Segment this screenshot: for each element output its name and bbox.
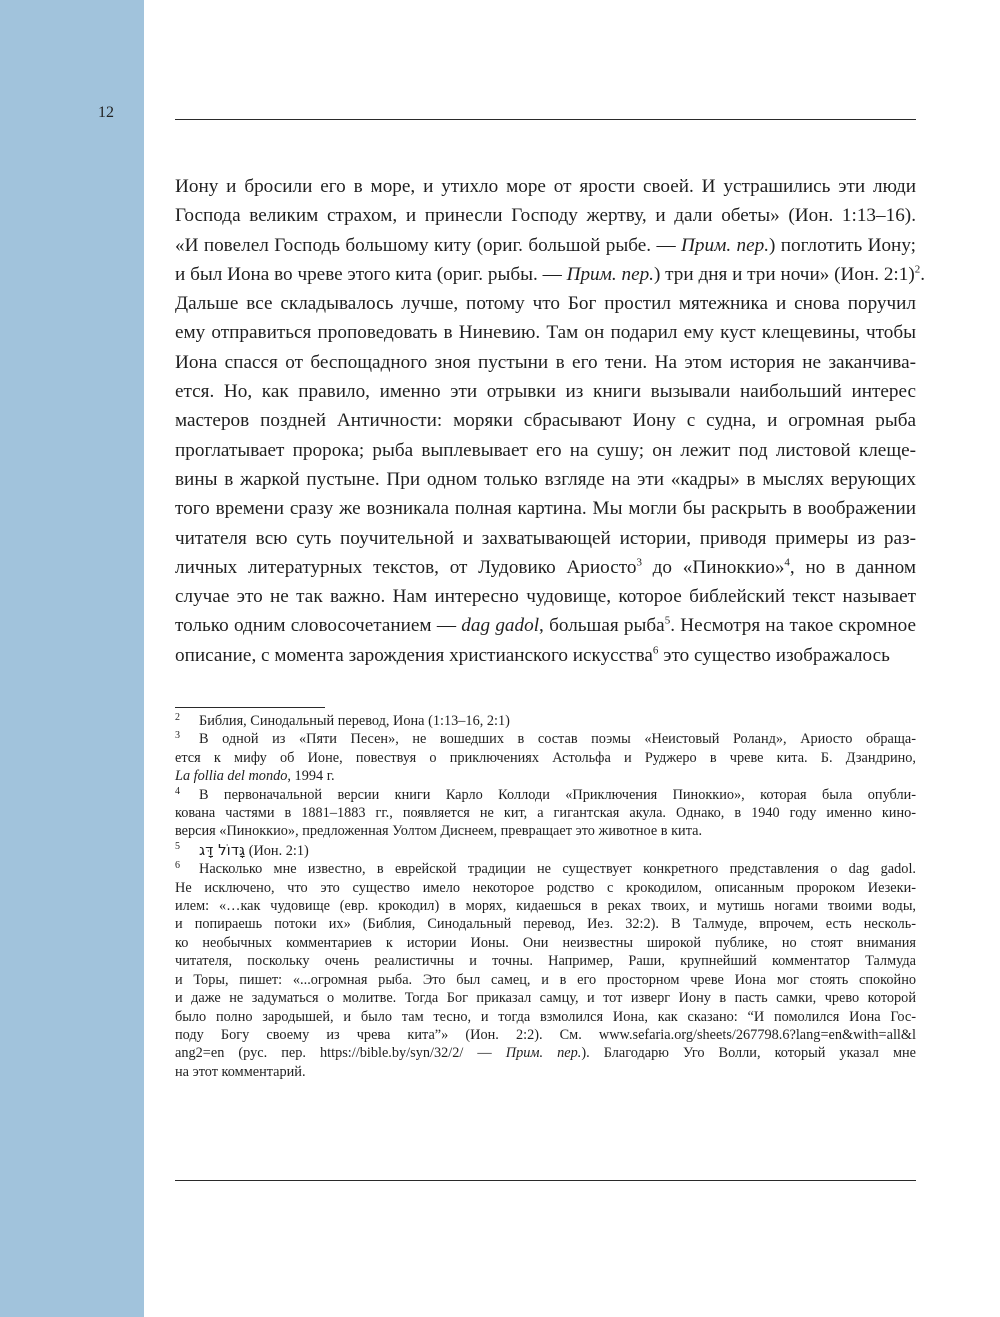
text-line: описание, с момента зарождения христианского искусства$^6$ это существо изображалось: [175, 644, 890, 666]
footnotes: [175, 712, 916, 1081]
footnote-number: 6: [175, 860, 180, 872]
footnote-line: илем: «…как чудовище (евр. крокодил) в морях, кидаешься в реках твоих, и мутишь ногами твоими воды,: [175, 898, 916, 915]
footnote-line: ется к мифу об Ионе, повествуя о приключениях Астольфа и Руджеро в чреве кита. Б. Дзандрино,: [175, 749, 916, 766]
italic-text: Прим. пер.: [505, 1045, 582, 1062]
footnote-number: 5: [175, 840, 180, 852]
footnote: [175, 712, 916, 730]
footnote-line: было полно зародышей, и было там тесно, и тогда взмолился Иона, как сказано: “И помолился Иона Гос-: [175, 1008, 916, 1025]
italic-text: La follia del mondo: [175, 768, 288, 785]
footnote-ref: 5: [664, 615, 671, 628]
footnote-line: кована частями в 1881–1883 гг., появляется не кит, а гигантская акула. Однако, в 1940 году именно кино-: [175, 805, 916, 822]
footnote-line: La follia del mondo, 1994 г.: [175, 768, 335, 785]
sidebar-band: [0, 0, 144, 1317]
footnote-line: и Торы, пишет: «...огромная рыба. Это был самец, и в его просторном чреве Иона мог стоять спокойно: [175, 971, 916, 988]
footnote-line: ang2=en (рус. пер. https://bible.by/syn/32/2/ — Прим. пер.). Благодарю Уго Волли, который указал мне: [175, 1045, 916, 1062]
footnote-line: 4 В первоначальной версии книги Карло Коллоди «Приключения Пиноккио», которая была опубли-: [175, 786, 916, 804]
footnote-line: 5 גָּדוֹל דָּג (Ион. 2:1): [175, 841, 916, 860]
text-line: случае это не так важно. Нам интересно чудовище, которое библейский текст называет: [175, 586, 916, 608]
text-line: Господа великим страхом, и принесли Господу жертву, и дали обеты» (Ион. 1:13–16).: [175, 205, 916, 227]
footnote-line: 2 Библия, Синодальный перевод, Иона (1:13–16, 2:1): [175, 712, 916, 730]
footnote-ref: 3: [636, 556, 642, 569]
footnote-line: на этот комментарий.: [175, 1063, 306, 1080]
text-line: мастеров поздней Античности: моряки сбрасывают Иону с судна, и огромная рыба: [175, 410, 916, 432]
footnote-line: читателя, поскольку очень реалистичны и точны. Например, Раши, крупнейший комментатор Талмуда: [175, 953, 916, 970]
italic-text: Прим. пер.: [681, 234, 769, 256]
italic-text: dag gadol: [461, 615, 540, 637]
text-line: ется. Но, как правило, именно эти отрывки из книги вызывали наибольший интерес: [175, 381, 916, 403]
text-line: и был Иона во чреве этого кита (ориг. рыбы. — Прим. пер.) три дня и три ночи» (Ион. 2:1)$^2$.: [175, 263, 926, 285]
text-line: личных литературных текстов, от Лудовико Ариосто$^3$ до «Пиноккио»$^4$, но в данном: [175, 556, 916, 578]
italic-text: Прим. пер.: [566, 263, 654, 285]
text-line: Иону и бросили его в море, и утихло море от ярости своей. И устрашились эти люди: [175, 176, 916, 197]
text-line: только одним словосочетанием — dag gadol, большая рыба$^5$. Несмотря на такое скромное: [175, 615, 916, 637]
text-line: читателя всю суть поучительной и захватывающей истории, приводя примеры из раз-: [175, 527, 916, 549]
footnote-number: 4: [175, 785, 180, 797]
text-line: ему отправиться проповедовать в Ниневию. Там он подарил ему куст клещевины, чтобы: [175, 322, 916, 344]
footnote-ref: 6: [652, 644, 659, 657]
footnote-line: Не исключено, что это существо имело некоторое родство с крокодилом, описанным пророком Иезеки-: [175, 879, 916, 896]
footnote-number: 2: [175, 712, 180, 723]
footnote-line: 3 В одной из «Пяти Песен», не вошедших в состав поэмы «Неистовый Роланд», Ариосто обраща-: [175, 730, 916, 748]
footnote: [175, 860, 916, 1081]
footnote-line: 6 Насколько мне известно, в еврейской традиции не существует конкретного представления о dag gadol.: [175, 860, 916, 878]
footnote: [175, 730, 916, 785]
footer-rule: [175, 1180, 916, 1181]
footnote-separator: [175, 707, 325, 708]
hebrew-text: גָּדוֹל דָּג: [199, 840, 246, 859]
footnote-line: и даже не задуматься о молитве. Тогда Бог приказал самцу, и тот изверг Иону в пасть самки, чрево которой: [175, 990, 916, 1007]
footnote: [175, 786, 916, 841]
text-line: вины в жаркой пустыне. При одном только взгляде на эти «кадры» в мыслях верующих: [175, 468, 916, 490]
text-line: того времени сразу же возникала полная картина. Мы могли бы раскрыть в воображении: [175, 498, 916, 520]
main-text: [175, 172, 926, 670]
text-line: Иона спасся от беспощадного зноя пустыни в его тени. На этом история не заканчива-: [175, 351, 916, 373]
footnote-ref: 4: [784, 556, 790, 569]
text-line: проглатывает пророка; рыба выплевывает его на сушу; он лежит под листовой клеще-: [175, 439, 916, 461]
footnote-line: и попираешь потоки их» (Библия, Синодальный перевод, Иез. 32:2). В Талмуде, впрочем, есть несколь-: [175, 916, 916, 933]
footnote: [175, 841, 916, 860]
text-line: Дальше все складывалось лучше, потому что Бог простил мятежника и снова поручил: [175, 293, 916, 315]
footnote-line: поду Богу своему из чрева кита”» (Ион. 2:2). См. www.sefaria.org/sheets/267798.6?lang=en&with=all&l: [175, 1026, 916, 1043]
footnote-line: ко необычных комментариев к истории Ионы. Они неизвестны широкой публике, но стоят внимания: [175, 934, 916, 951]
footnote-number: 3: [175, 730, 180, 742]
header-rule: [175, 119, 916, 120]
footnote-ref: 2: [914, 263, 921, 276]
page-number: 12: [98, 104, 114, 121]
text-line: «И повелел Господь большому киту (ориг. большой рыбе. — Прим. пер.) поглотить Иону;: [175, 234, 916, 256]
footnote-line: версия «Пиноккио», предложенная Уолтом Диснеем, превращает это животное в кита.: [175, 823, 703, 840]
